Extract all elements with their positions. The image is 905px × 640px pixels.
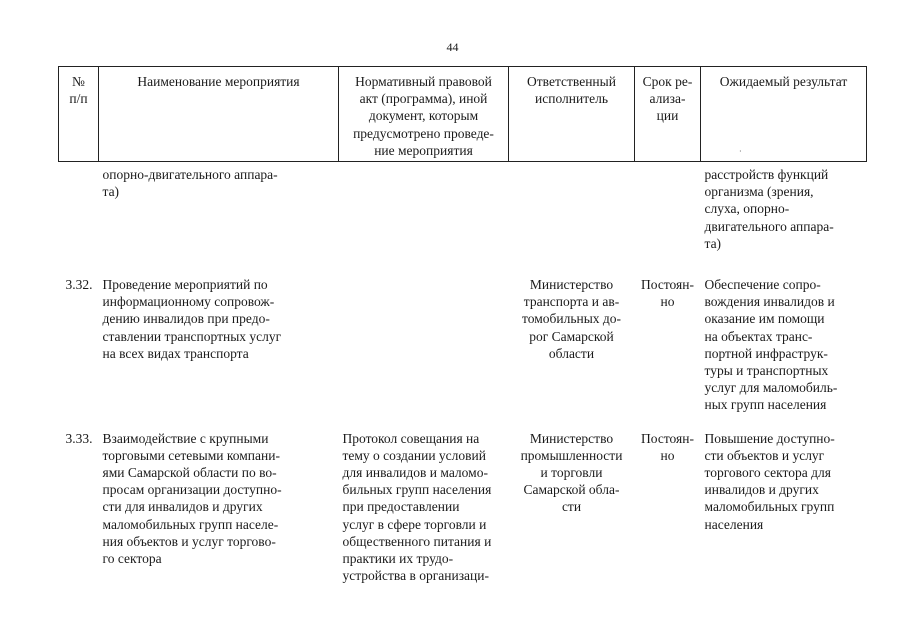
row-number [59, 162, 99, 277]
legal-act-cell [339, 162, 509, 277]
term-cell: Постоян- но [641, 430, 694, 463]
expected-result-cell: расстройств функций организма (зрения, слуха, опорно- двигательного аппара- та) [704, 167, 834, 251]
page-number: 44 [446, 40, 459, 54]
measure-name-cell: Взаимодействие с крупными торговыми сетевыми компани- ями Самарской области по во- просам организации доступно- сти для инвалидов и других маломобильных групп населе- ния объектов и услуг торгово- го сектора [102, 430, 282, 567]
table-header-row [59, 67, 867, 162]
executor-cell: Министерство промышленности и торговли Самарской обла- сти [520, 430, 623, 515]
measure-name-cell: Проведение мероприятий по информационному сопровож- дению инвалидов при предо- ставлении транспортных услуг на всех видах транспорта [102, 277, 282, 361]
term-cell [635, 162, 701, 277]
table-row [59, 162, 867, 277]
term-cell: Постоян- но [641, 277, 694, 310]
legal-act-cell: Протокол совещания на тему о создании условий для инвалидов и маломо- бильных групп населения при предоставлении услуг в сфере торговли и общественного питания и практики их трудо- устройства в организаци- [342, 430, 492, 584]
legal-act-cell [339, 276, 509, 430]
row-number: 3.32. [65, 277, 93, 293]
table-row [59, 430, 867, 601]
row-number: 3.33. [65, 430, 93, 446]
executor-cell: Министерство транспорта и ав- томобильных до- рог Самарской области [521, 277, 622, 361]
measure-name-cell: опорно-двигательного аппара- та) [102, 167, 278, 200]
header-number: № п/п [59, 67, 99, 162]
expected-result-cell: Повышение доступно- сти объектов и услуг торгового сектора для инвалидов и других маломобильных групп населения [704, 430, 835, 532]
table-row [59, 276, 867, 430]
executor-cell [509, 162, 635, 277]
header-expected-result: Ожидаемый результат [701, 67, 867, 162]
header-legal-act: Нормативный правовой акт (программа), иной документ, которым предусмотрено проведе- ние мероприятия [339, 67, 509, 162]
header-measure-name: Наименование мероприятия [99, 67, 339, 162]
measures-table [58, 66, 867, 600]
expected-result-cell: Обеспечение сопро- вождения инвалидов и оказание им помощи на объектах транс- портной инфраструк- туры и транспортных услуг для маломобиль- ных групп населения [704, 277, 838, 413]
header-term: Срок ре- ализа- ции [635, 67, 701, 162]
stray-dot-mark: · [739, 147, 742, 156]
header-executor: Ответственный исполнитель [509, 67, 635, 162]
